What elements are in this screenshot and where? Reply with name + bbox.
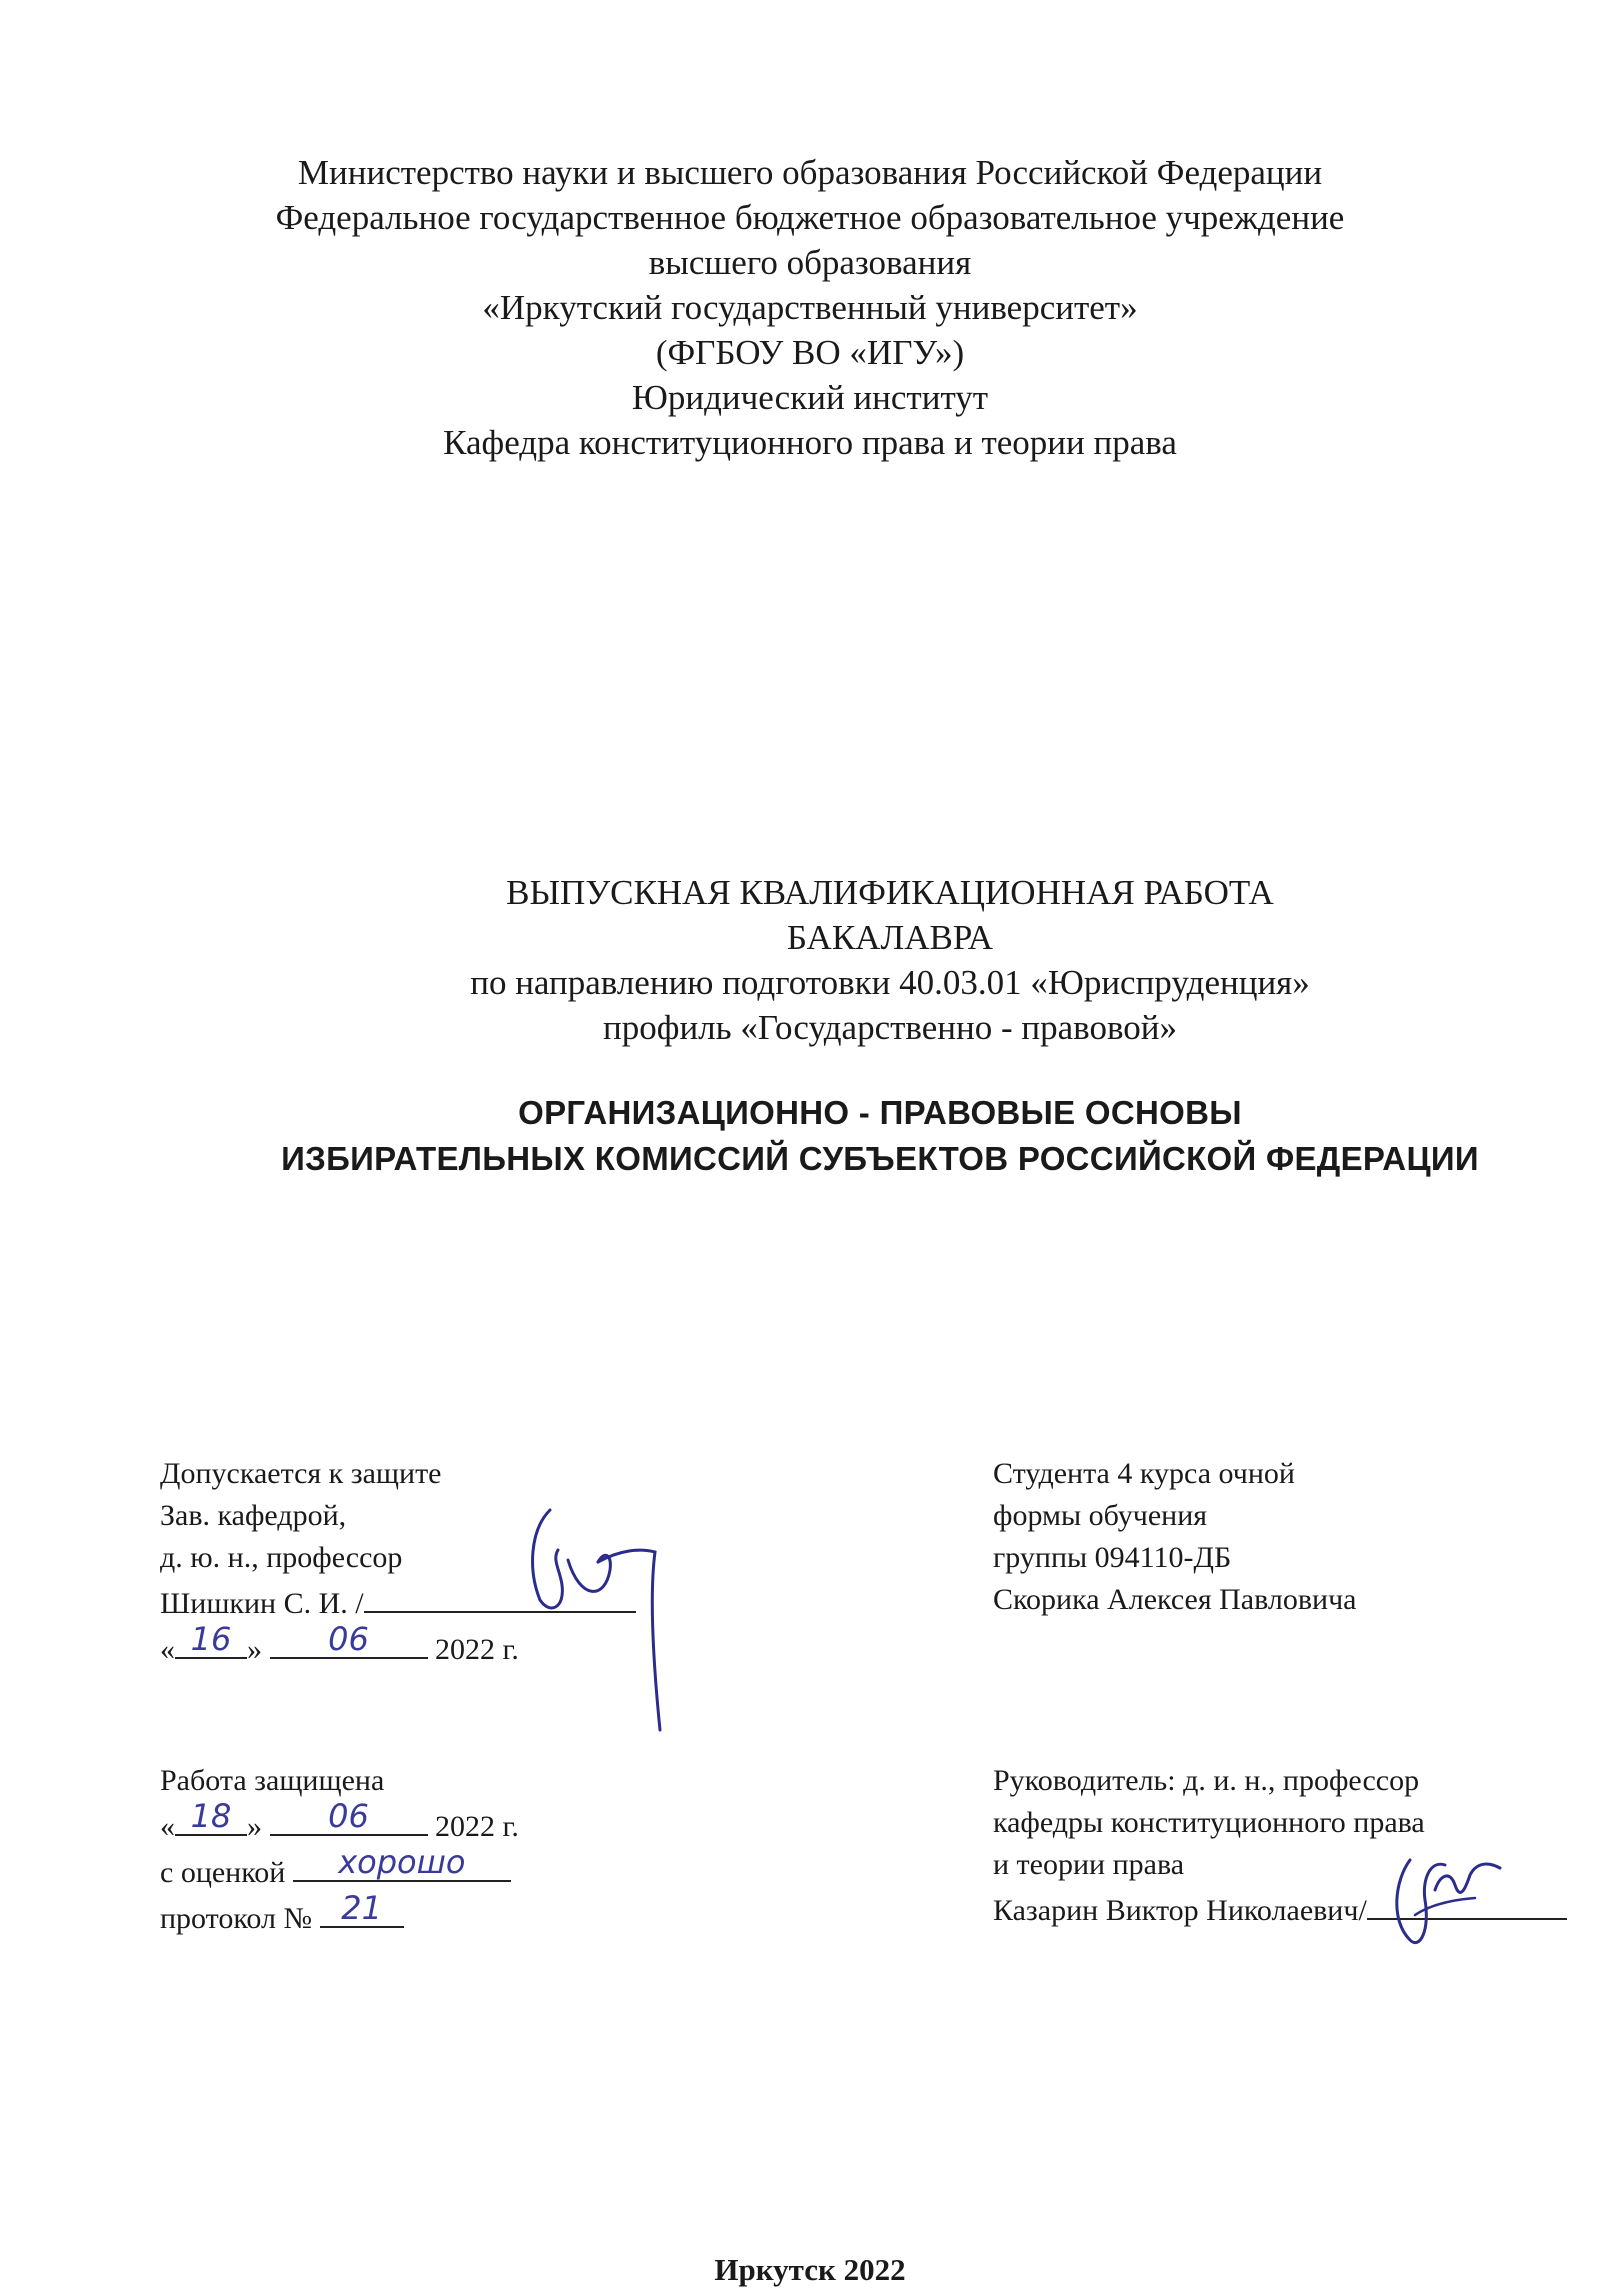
admission-signature-line <box>160 1579 636 1625</box>
thesis-title <box>140 1090 1620 1182</box>
student-line-1: Студента 4 курса очной <box>993 1457 1295 1490</box>
supervisor-signature-line <box>993 1886 1567 1932</box>
institution-header <box>0 150 1620 465</box>
defense-day-field <box>175 1797 247 1836</box>
quote-close: » <box>247 1810 262 1843</box>
degree-line: БАКАЛАВРА <box>786 918 994 957</box>
protocol-label: протокол № <box>160 1902 313 1935</box>
thesis-title-line-1: ОРГАНИЗАЦИОННО - ПРАВОВЫЕ ОСНОВЫ <box>518 1094 1242 1131</box>
supervisor-line-3: и теории права <box>993 1848 1185 1881</box>
defense-year: 2022 г. <box>435 1810 519 1843</box>
university-name-line: «Иркутский государственный университет» <box>482 288 1138 327</box>
grade-label: с оценкой <box>160 1856 286 1889</box>
defense-date-line <box>160 1797 519 1848</box>
student-line-3: группы 094110-ДБ <box>993 1541 1232 1574</box>
quote-open: « <box>160 1633 175 1666</box>
supervisor-block <box>993 1760 1567 1932</box>
date-month-field <box>270 1620 428 1659</box>
university-abbr-line: (ФГБОУ ВО «ИГУ») <box>655 333 965 372</box>
supervisor-line-2: кафедры конституционного права <box>993 1806 1425 1839</box>
protocol-line <box>160 1889 519 1940</box>
grade-handwritten: хорошо <box>338 1843 466 1881</box>
admission-line-1: Допускается к защите <box>160 1457 442 1490</box>
protocol-field <box>320 1889 404 1928</box>
student-name: Скорика Алексея Павловича <box>993 1583 1357 1616</box>
supervisor-signature-blank <box>1367 1886 1567 1920</box>
date-month-handwritten: 06 <box>328 1620 369 1658</box>
thesis-title-line-2: ИЗБИРАТЕЛЬНЫХ КОМИССИЙ СУБЪЕКТОВ РОССИЙСКОЙ ФЕДЕРАЦИИ <box>281 1140 1479 1177</box>
direction-line: по направлению подготовки 40.03.01 «Юриспруденция» <box>470 963 1310 1002</box>
city-year: Иркутск 2022 <box>714 2252 906 2287</box>
work-type-block <box>270 870 1510 1050</box>
grade-field <box>293 1843 511 1882</box>
defense-month-field <box>270 1797 428 1836</box>
department-line: Кафедра конституционного права и теории права <box>443 423 1177 462</box>
date-day-field <box>175 1620 247 1659</box>
supervisor-line-1: Руководитель: д. и. н., профессор <box>993 1764 1420 1797</box>
admission-block <box>160 1453 636 1671</box>
signature-blank <box>364 1579 636 1613</box>
date-day-handwritten: 16 <box>190 1620 232 1658</box>
admission-line-2: Зав. кафедрой, <box>160 1499 347 1532</box>
grade-line <box>160 1843 519 1894</box>
institute-line: Юридический институт <box>631 378 989 417</box>
date-year: 2022 г. <box>435 1633 519 1666</box>
student-line-2: формы обучения <box>993 1499 1208 1532</box>
head-of-department-name: Шишкин С. И. / <box>160 1587 364 1620</box>
student-block <box>993 1453 1356 1621</box>
institution-type-line: Федеральное государственное бюджетное образовательное учреждение <box>275 198 1345 237</box>
ministry-line: Министерство науки и высшего образования Российской Федерации <box>297 153 1323 192</box>
protocol-handwritten: 21 <box>341 1889 382 1927</box>
defense-day-handwritten: 18 <box>190 1797 232 1835</box>
admission-line-3: д. ю. н., профессор <box>160 1541 403 1574</box>
admission-date-line <box>160 1620 636 1671</box>
quote-open: « <box>160 1810 175 1843</box>
profile-line: профиль «Государственно - правовой» <box>603 1008 1177 1047</box>
defense-month-handwritten: 06 <box>328 1797 369 1835</box>
defense-line-1: Работа защищена <box>160 1764 385 1797</box>
quote-close: » <box>247 1633 262 1666</box>
education-level-line: высшего образования <box>648 243 972 282</box>
work-type-line: ВЫПУСКНАЯ КВАЛИФИКАЦИОННАЯ РАБОТА <box>506 873 1274 912</box>
defense-block <box>160 1760 519 1940</box>
supervisor-name: Казарин Виктор Николаевич/ <box>993 1894 1367 1927</box>
